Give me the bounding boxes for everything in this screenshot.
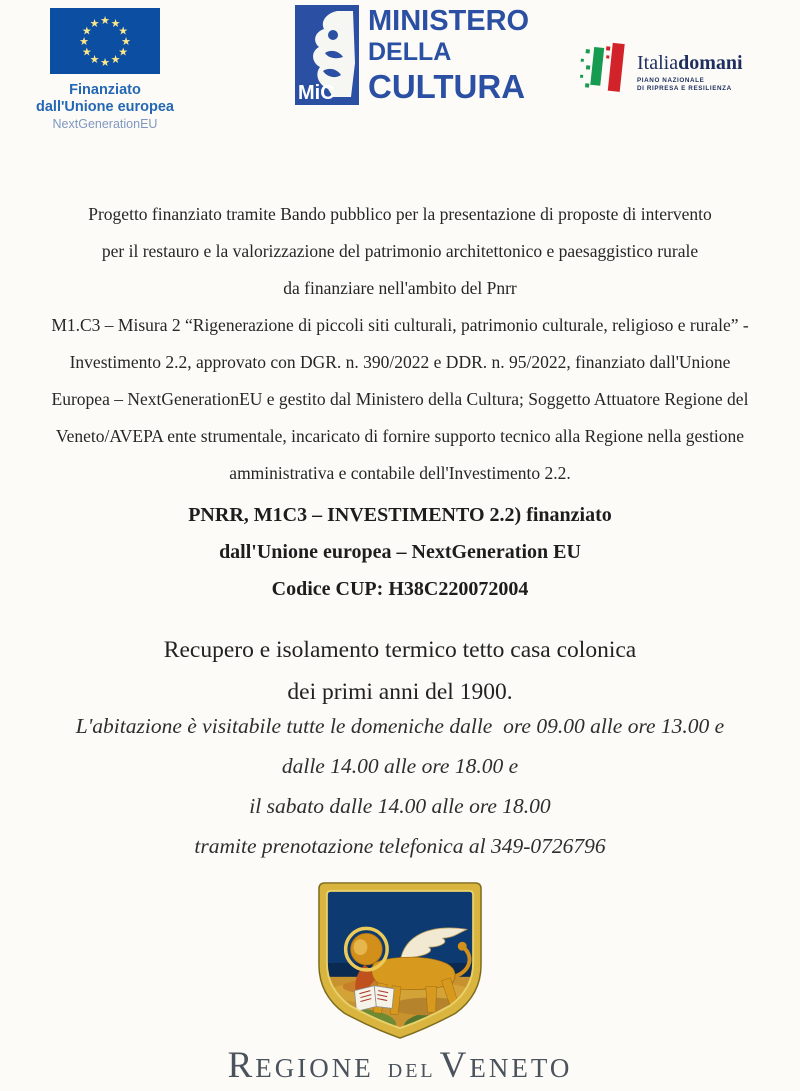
intro-line: Progetto finanziato tramite Bando pubblico per la presentazione di proposte di intervento — [88, 204, 712, 224]
svg-text:★: ★ — [89, 16, 100, 30]
brand-italia: Italia — [637, 52, 679, 74]
svg-text:★: ★ — [121, 35, 131, 48]
svg-text:★: ★ — [118, 45, 129, 59]
eu-caption-line2: dall'Unione europea — [36, 99, 174, 115]
funding-line: dall'Unione europea – NextGeneration EU — [219, 541, 581, 563]
region-name-part: DEL — [387, 1060, 436, 1082]
ministero-cultura-logo — [295, 5, 529, 107]
mic-statue-icon — [295, 5, 359, 105]
intro-line: amministrativa e contabile dell'Investimento 2.2. — [229, 463, 571, 483]
region-name — [0, 1044, 800, 1087]
funding-line: PNRR, M1C3 – INVESTIMENTO 2.2) finanziato — [188, 504, 612, 526]
svg-text:★: ★ — [110, 53, 121, 67]
italia-domani-flag-icon — [577, 40, 629, 98]
eu-funding-caption — [25, 82, 185, 133]
italia-domani-tagline — [637, 77, 743, 93]
veneto-coat-of-arms — [311, 878, 489, 1046]
mic-acronym: MiC — [298, 82, 335, 104]
intro-line: da finanziare nell'ambito del Pnrr — [283, 278, 517, 298]
mic-title-line1: MINISTERO — [368, 5, 530, 37]
phone-line: tramite prenotazione telefonica al 349-0726796 — [194, 834, 606, 858]
intro-line: M1.C3 – Misura 2 “Rigenerazione di piccoli siti culturali, patrimonio culturale, religioso e rurale” - — [51, 315, 749, 335]
svg-text:★: ★ — [81, 24, 92, 38]
visit-line: il sabato dalle 14.00 alle ore 18.00 — [249, 794, 551, 818]
mic-title-line3: CULTURA — [368, 68, 526, 105]
region-name-part: V — [439, 1045, 470, 1086]
intro-paragraph — [0, 196, 800, 492]
mic-title-line2: DELLA — [368, 38, 452, 66]
tagline-line1: PIANO NAZIONALE — [637, 77, 705, 84]
funding-block — [0, 497, 800, 608]
brand-domani: domani — [678, 52, 743, 74]
italia-domani-logo — [577, 40, 743, 98]
intro-line: per il restauro e la valorizzazione del patrimonio architettonico e paesaggistico rurale — [101, 241, 699, 261]
project-title-line: Recupero e isolamento termico tetto casa colonica — [163, 637, 637, 663]
intro-line: Veneto/AVEPA ente strumentale, incaricato di fornire supporto tecnico alla Regione nella gestione — [55, 426, 745, 446]
svg-text:★: ★ — [81, 45, 92, 59]
region-name-part: EGIONE — [255, 1053, 374, 1083]
svg-text:★: ★ — [118, 24, 129, 38]
eu-caption-line3: NextGenerationEU — [52, 117, 158, 131]
visit-line: dalle 14.00 alle ore 18.00 e — [281, 754, 519, 778]
svg-text:★: ★ — [100, 14, 110, 27]
cup-code-line: Codice CUP: H38C220072004 — [271, 578, 529, 600]
project-title — [0, 629, 800, 713]
mic-wordmark — [368, 5, 529, 107]
region-name-part: R — [227, 1045, 256, 1086]
italia-domani-brand — [637, 52, 743, 74]
svg-text:★: ★ — [89, 53, 100, 67]
tagline-line2: DI RIPRESA E RESILIENZA — [637, 85, 732, 92]
visiting-info — [0, 706, 800, 866]
project-title-line: dei primi anni del 1900. — [287, 679, 513, 705]
eu-caption-line1: Finanziato — [69, 82, 141, 98]
svg-text:★: ★ — [79, 35, 89, 48]
visit-line: L'abitazione è visitabile tutte le domeniche dalle ore 09.00 alle ore 13.00 e — [75, 714, 725, 738]
eu-flag-icon — [50, 8, 160, 74]
intro-line: Europea – NextGenerationEU e gestito dal Ministero della Cultura; Soggetto Attuatore Regione del — [51, 389, 749, 409]
italia-domani-text — [637, 52, 743, 93]
svg-text:★: ★ — [110, 16, 121, 30]
eu-funding-logo — [25, 8, 185, 133]
region-name-part: ENETO — [469, 1053, 573, 1083]
svg-text:★: ★ — [100, 56, 110, 69]
intro-line: Investimento 2.2, approvato con DGR. n. 390/2022 e DDR. n. 95/2022, finanziato dall'Unione — [69, 352, 731, 372]
